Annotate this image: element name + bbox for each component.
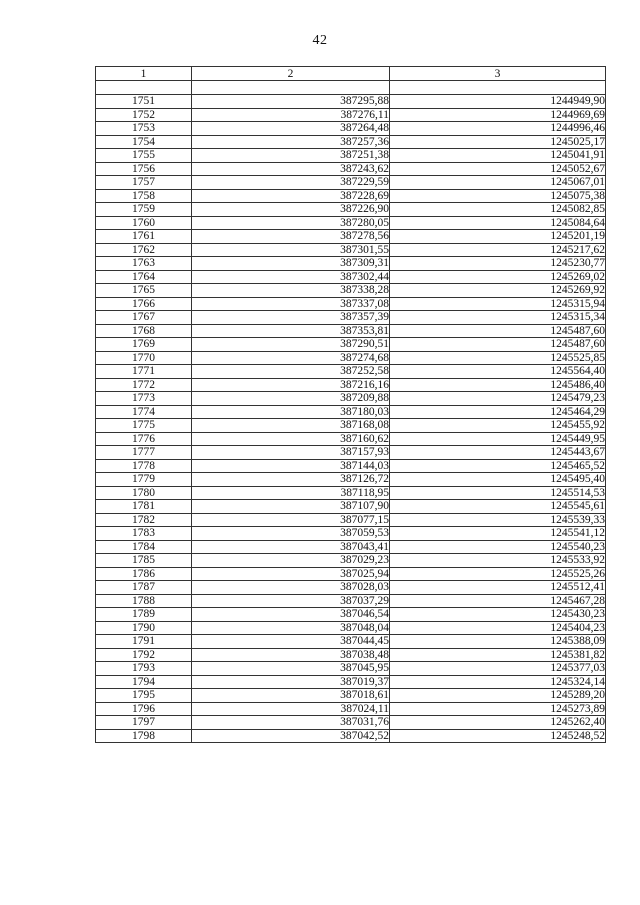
- table-row: [96, 540, 606, 554]
- point-number-cell: 1796: [96, 702, 192, 716]
- point-number-cell: 1755: [96, 149, 192, 163]
- point-number-cell: 1789: [96, 608, 192, 622]
- page-number: 42: [312, 33, 328, 48]
- table-row: [96, 135, 606, 149]
- table-row: [96, 365, 606, 379]
- x-coordinate-cell: 387278,56: [192, 230, 390, 244]
- y-coordinate-cell: 1245315,94: [390, 297, 606, 311]
- y-coordinate-cell: 1245230,77: [390, 257, 606, 271]
- table-row: [96, 581, 606, 595]
- table-row: [96, 189, 606, 203]
- y-coordinate-cell: 1245404,23: [390, 621, 606, 635]
- x-coordinate-cell: 387295,88: [192, 95, 390, 109]
- point-number-cell: 1769: [96, 338, 192, 352]
- table-row: [96, 527, 606, 541]
- table-row: [96, 95, 606, 109]
- point-number-cell: 1797: [96, 716, 192, 730]
- x-coordinate-cell: 387025,94: [192, 567, 390, 581]
- table-row: [96, 419, 606, 433]
- x-coordinate-cell: 387118,95: [192, 486, 390, 500]
- x-coordinate-cell: 387252,58: [192, 365, 390, 379]
- x-coordinate-cell: 387357,39: [192, 311, 390, 325]
- x-coordinate-cell: 387168,08: [192, 419, 390, 433]
- y-coordinate-cell: 1245540,23: [390, 540, 606, 554]
- point-number-cell: 1772: [96, 378, 192, 392]
- table-row: [96, 284, 606, 298]
- x-coordinate-cell: 387353,81: [192, 324, 390, 338]
- y-coordinate-cell: 1245512,41: [390, 581, 606, 595]
- y-coordinate-cell: 1245041,91: [390, 149, 606, 163]
- y-coordinate-cell: 1245315,34: [390, 311, 606, 325]
- table-row: [96, 662, 606, 676]
- table-row: [96, 149, 606, 163]
- x-coordinate-cell: 387243,62: [192, 162, 390, 176]
- y-coordinate-cell: 1245545,61: [390, 500, 606, 514]
- table-row: [96, 594, 606, 608]
- point-number-cell: 1773: [96, 392, 192, 406]
- y-coordinate-cell: 1245525,85: [390, 351, 606, 365]
- x-coordinate-cell: 387302,44: [192, 270, 390, 284]
- y-coordinate-cell: 1245449,95: [390, 432, 606, 446]
- y-coordinate-cell: 1245075,38: [390, 189, 606, 203]
- table-row: [96, 554, 606, 568]
- y-coordinate-cell: 1244949,90: [390, 95, 606, 109]
- table-row: [96, 608, 606, 622]
- table-row: [96, 675, 606, 689]
- y-coordinate-cell: 1245564,40: [390, 365, 606, 379]
- x-coordinate-cell: 387251,38: [192, 149, 390, 163]
- point-number-cell: 1764: [96, 270, 192, 284]
- x-coordinate-cell: 387226,90: [192, 203, 390, 217]
- table-row: [96, 243, 606, 257]
- table-row: [96, 635, 606, 649]
- y-coordinate-cell: 1245388,09: [390, 635, 606, 649]
- x-coordinate-cell: 387018,61: [192, 689, 390, 703]
- y-coordinate-cell: 1245455,92: [390, 419, 606, 433]
- table-row: [96, 689, 606, 703]
- table-row: [96, 297, 606, 311]
- y-coordinate-cell: 1245377,03: [390, 662, 606, 676]
- point-number-cell: 1784: [96, 540, 192, 554]
- point-number-cell: 1756: [96, 162, 192, 176]
- x-coordinate-cell: 387209,88: [192, 392, 390, 406]
- point-number-cell: 1782: [96, 513, 192, 527]
- point-number-cell: 1767: [96, 311, 192, 325]
- y-coordinate-cell: 1245067,01: [390, 176, 606, 190]
- point-number-cell: 1757: [96, 176, 192, 190]
- table-row: [96, 513, 606, 527]
- y-coordinate-cell: 1245541,12: [390, 527, 606, 541]
- point-number-cell: 1776: [96, 432, 192, 446]
- point-number-cell: 1762: [96, 243, 192, 257]
- table-row: [96, 432, 606, 446]
- x-coordinate-cell: 387160,62: [192, 432, 390, 446]
- header-col-2: 2: [192, 67, 390, 81]
- table-row: [96, 324, 606, 338]
- x-coordinate-cell: 387264,48: [192, 122, 390, 136]
- x-coordinate-cell: 387301,55: [192, 243, 390, 257]
- table-row: [96, 392, 606, 406]
- point-number-cell: 1768: [96, 324, 192, 338]
- y-coordinate-cell: 1244969,69: [390, 108, 606, 122]
- point-number-cell: 1752: [96, 108, 192, 122]
- point-number-cell: 1771: [96, 365, 192, 379]
- x-coordinate-cell: 387338,28: [192, 284, 390, 298]
- x-coordinate-cell: 387290,51: [192, 338, 390, 352]
- x-coordinate-cell: 387126,72: [192, 473, 390, 487]
- y-coordinate-cell: 1245289,20: [390, 689, 606, 703]
- table-row: [96, 486, 606, 500]
- table-row: [96, 378, 606, 392]
- table-body: [96, 95, 606, 743]
- y-coordinate-cell: 1245443,67: [390, 446, 606, 460]
- point-number-cell: 1791: [96, 635, 192, 649]
- x-coordinate-cell: 387029,23: [192, 554, 390, 568]
- x-coordinate-cell: 387229,59: [192, 176, 390, 190]
- table-row: [96, 176, 606, 190]
- header-spacer-row: [96, 81, 606, 95]
- table-row: [96, 405, 606, 419]
- table-row: [96, 270, 606, 284]
- point-number-cell: 1779: [96, 473, 192, 487]
- table-row: [96, 311, 606, 325]
- table-row: [96, 351, 606, 365]
- coordinates-table: [95, 66, 606, 743]
- y-coordinate-cell: 1245262,40: [390, 716, 606, 730]
- y-coordinate-cell: 1245514,53: [390, 486, 606, 500]
- y-coordinate-cell: 1244996,46: [390, 122, 606, 136]
- x-coordinate-cell: 387037,29: [192, 594, 390, 608]
- point-number-cell: 1775: [96, 419, 192, 433]
- spacer-cell: [96, 81, 192, 95]
- x-coordinate-cell: 387077,15: [192, 513, 390, 527]
- y-coordinate-cell: 1245479,23: [390, 392, 606, 406]
- point-number-cell: 1766: [96, 297, 192, 311]
- point-number-cell: 1761: [96, 230, 192, 244]
- point-number-cell: 1785: [96, 554, 192, 568]
- table-row: [96, 162, 606, 176]
- x-coordinate-cell: 387257,36: [192, 135, 390, 149]
- point-number-cell: 1751: [96, 95, 192, 109]
- x-coordinate-cell: 387043,41: [192, 540, 390, 554]
- table-row: [96, 216, 606, 230]
- y-coordinate-cell: 1245486,40: [390, 378, 606, 392]
- table-row: [96, 446, 606, 460]
- x-coordinate-cell: 387046,54: [192, 608, 390, 622]
- x-coordinate-cell: 387059,53: [192, 527, 390, 541]
- point-number-cell: 1758: [96, 189, 192, 203]
- x-coordinate-cell: 387228,69: [192, 189, 390, 203]
- point-number-cell: 1798: [96, 729, 192, 743]
- x-coordinate-cell: 387144,03: [192, 459, 390, 473]
- x-coordinate-cell: 387031,76: [192, 716, 390, 730]
- point-number-cell: 1754: [96, 135, 192, 149]
- y-coordinate-cell: 1245084,64: [390, 216, 606, 230]
- point-number-cell: 1777: [96, 446, 192, 460]
- y-coordinate-cell: 1245495,40: [390, 473, 606, 487]
- point-number-cell: 1795: [96, 689, 192, 703]
- table-row: [96, 203, 606, 217]
- point-number-cell: 1783: [96, 527, 192, 541]
- table-row: [96, 338, 606, 352]
- x-coordinate-cell: 387028,03: [192, 581, 390, 595]
- point-number-cell: 1790: [96, 621, 192, 635]
- point-number-cell: 1763: [96, 257, 192, 271]
- table-header: [96, 67, 606, 95]
- point-number-cell: 1753: [96, 122, 192, 136]
- y-coordinate-cell: 1245430,23: [390, 608, 606, 622]
- x-coordinate-cell: 387019,37: [192, 675, 390, 689]
- header-col-3: 3: [390, 67, 606, 81]
- y-coordinate-cell: 1245273,89: [390, 702, 606, 716]
- x-coordinate-cell: 387274,68: [192, 351, 390, 365]
- x-coordinate-cell: 387024,11: [192, 702, 390, 716]
- x-coordinate-cell: 387309,31: [192, 257, 390, 271]
- table-row: [96, 729, 606, 743]
- table-row: [96, 500, 606, 514]
- header-col-1: 1: [96, 67, 192, 81]
- table-row: [96, 108, 606, 122]
- x-coordinate-cell: 387216,16: [192, 378, 390, 392]
- table-row: [96, 230, 606, 244]
- x-coordinate-cell: 387180,03: [192, 405, 390, 419]
- x-coordinate-cell: 387276,11: [192, 108, 390, 122]
- y-coordinate-cell: 1245248,52: [390, 729, 606, 743]
- point-number-cell: 1792: [96, 648, 192, 662]
- spacer-cell: [390, 81, 606, 95]
- x-coordinate-cell: 387042,52: [192, 729, 390, 743]
- y-coordinate-cell: 1245465,52: [390, 459, 606, 473]
- x-coordinate-cell: 387038,48: [192, 648, 390, 662]
- table-row: [96, 473, 606, 487]
- table-row: [96, 257, 606, 271]
- table-row: [96, 621, 606, 635]
- y-coordinate-cell: 1245052,67: [390, 162, 606, 176]
- x-coordinate-cell: 387044,45: [192, 635, 390, 649]
- point-number-cell: 1759: [96, 203, 192, 217]
- point-number-cell: 1778: [96, 459, 192, 473]
- point-number-cell: 1794: [96, 675, 192, 689]
- point-number-cell: 1788: [96, 594, 192, 608]
- table-row: [96, 459, 606, 473]
- point-number-cell: 1765: [96, 284, 192, 298]
- y-coordinate-cell: 1245269,02: [390, 270, 606, 284]
- spacer-cell: [192, 81, 390, 95]
- x-coordinate-cell: 387048,04: [192, 621, 390, 635]
- point-number-cell: 1780: [96, 486, 192, 500]
- y-coordinate-cell: 1245381,82: [390, 648, 606, 662]
- table-row: [96, 567, 606, 581]
- header-row: [96, 67, 606, 81]
- x-coordinate-cell: 387337,08: [192, 297, 390, 311]
- y-coordinate-cell: 1245217,62: [390, 243, 606, 257]
- y-coordinate-cell: 1245464,29: [390, 405, 606, 419]
- y-coordinate-cell: 1245487,60: [390, 338, 606, 352]
- x-coordinate-cell: 387157,93: [192, 446, 390, 460]
- x-coordinate-cell: 387107,90: [192, 500, 390, 514]
- point-number-cell: 1781: [96, 500, 192, 514]
- point-number-cell: 1787: [96, 581, 192, 595]
- y-coordinate-cell: 1245533,92: [390, 554, 606, 568]
- point-number-cell: 1793: [96, 662, 192, 676]
- y-coordinate-cell: 1245269,92: [390, 284, 606, 298]
- x-coordinate-cell: 387045,95: [192, 662, 390, 676]
- y-coordinate-cell: 1245201,19: [390, 230, 606, 244]
- point-number-cell: 1774: [96, 405, 192, 419]
- table-row: [96, 122, 606, 136]
- y-coordinate-cell: 1245487,60: [390, 324, 606, 338]
- y-coordinate-cell: 1245025,17: [390, 135, 606, 149]
- point-number-cell: 1760: [96, 216, 192, 230]
- y-coordinate-cell: 1245082,85: [390, 203, 606, 217]
- table-row: [96, 716, 606, 730]
- point-number-cell: 1786: [96, 567, 192, 581]
- x-coordinate-cell: 387280,05: [192, 216, 390, 230]
- point-number-cell: 1770: [96, 351, 192, 365]
- table-row: [96, 648, 606, 662]
- y-coordinate-cell: 1245525,26: [390, 567, 606, 581]
- y-coordinate-cell: 1245467,28: [390, 594, 606, 608]
- table-row: [96, 702, 606, 716]
- y-coordinate-cell: 1245539,33: [390, 513, 606, 527]
- y-coordinate-cell: 1245324,14: [390, 675, 606, 689]
